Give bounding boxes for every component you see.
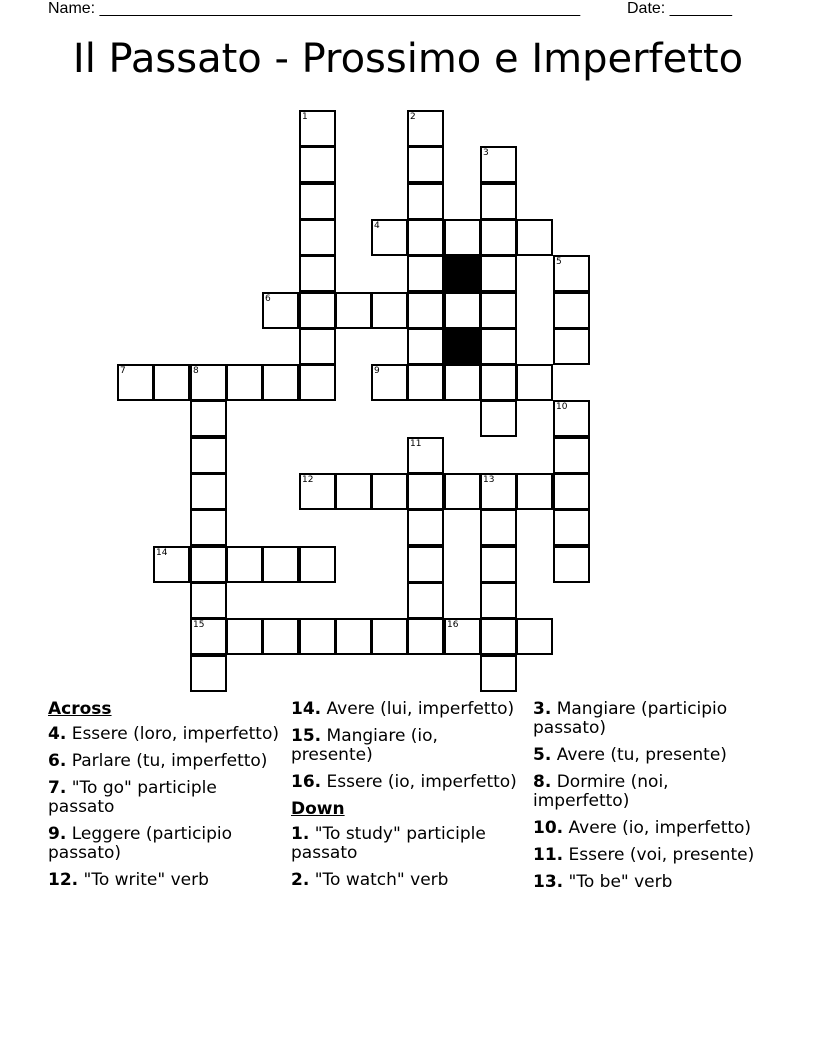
clue-number: 10 <box>556 402 568 412</box>
grid-cell[interactable] <box>553 437 590 474</box>
grid-cell[interactable] <box>480 183 517 220</box>
grid-cell[interactable] <box>190 509 227 546</box>
grid-cell[interactable] <box>444 292 481 329</box>
grid-cell[interactable] <box>407 255 444 292</box>
grid-cell[interactable] <box>480 546 517 583</box>
clue-column-2 <box>291 700 523 898</box>
grid-cell[interactable] <box>407 328 444 365</box>
grid-cell[interactable] <box>190 582 227 619</box>
clue-number: 4 <box>374 221 380 231</box>
grid-cell[interactable] <box>262 364 299 401</box>
clue-across-6: 6. Parlare (tu, imperfetto) <box>48 751 268 771</box>
clue-number: 14 <box>156 548 168 558</box>
clue-across-9: 9. Leggere (participio passato) <box>48 824 233 863</box>
grid-cell[interactable] <box>226 546 263 583</box>
down-heading: Down <box>291 799 345 819</box>
grid-cell[interactable] <box>480 400 517 437</box>
grid-cell[interactable] <box>407 110 444 147</box>
clue-down-5: 5. Avere (tu, presente) <box>533 745 727 765</box>
clue-number: 3 <box>483 148 489 158</box>
grid-cell[interactable] <box>553 400 590 437</box>
clue-across-7: 7. "To go" participle passato <box>48 778 217 817</box>
grid-cell[interactable] <box>407 509 444 546</box>
grid-cell[interactable] <box>299 183 336 220</box>
grid-cell[interactable] <box>407 183 444 220</box>
date-field[interactable]: Date: _______ <box>627 0 732 17</box>
grid-cell[interactable] <box>444 618 481 655</box>
grid-cell[interactable] <box>371 618 408 655</box>
grid-cell[interactable] <box>190 437 227 474</box>
clue-number: 12 <box>302 475 314 485</box>
grid-cell[interactable] <box>407 364 444 401</box>
grid-cell[interactable] <box>190 618 227 655</box>
grid-cell[interactable] <box>371 219 408 256</box>
grid-cell[interactable] <box>480 655 517 692</box>
grid-cell[interactable] <box>407 219 444 256</box>
clue-across-16: 16. Essere (io, imperfetto) <box>291 772 517 792</box>
grid-cell[interactable] <box>226 618 263 655</box>
grid-cell[interactable] <box>299 364 336 401</box>
grid-cell[interactable] <box>190 400 227 437</box>
grid-cell[interactable] <box>553 255 590 292</box>
grid-cell[interactable] <box>444 473 481 510</box>
clue-column-1 <box>48 700 280 898</box>
grid-cell[interactable] <box>299 328 336 365</box>
page-title: Il Passato - Prossimo e Imperfetto <box>72 36 744 82</box>
clue-number: 7 <box>120 366 126 376</box>
grid-cell[interactable] <box>153 364 190 401</box>
clue-number: 1 <box>302 112 308 122</box>
clue-down-8: 8. Dormire (noi, imperfetto) <box>533 772 669 811</box>
grid-cell[interactable] <box>153 546 190 583</box>
grid-cell[interactable] <box>480 146 517 183</box>
clue-number: 2 <box>410 112 416 122</box>
clue-number: 11 <box>410 439 422 449</box>
grid-cell[interactable] <box>371 292 408 329</box>
clue-down-11: 11. Essere (voi, presente) <box>533 845 755 865</box>
grid-cell[interactable] <box>480 364 517 401</box>
across-heading: Across <box>48 699 112 719</box>
grid-cell[interactable] <box>480 582 517 619</box>
grid-cell[interactable] <box>407 582 444 619</box>
grid-cell[interactable] <box>190 546 227 583</box>
grid-cell[interactable] <box>407 146 444 183</box>
clue-down-3: 3. Mangiare (participio passato) <box>533 699 728 738</box>
grid-cell[interactable] <box>516 364 553 401</box>
grid-cell[interactable] <box>190 473 227 510</box>
grid-cell[interactable] <box>335 473 372 510</box>
grid-cell[interactable] <box>335 292 372 329</box>
grid-cell[interactable] <box>480 219 517 256</box>
clue-down-1: 1. "To study" participle passato <box>291 824 486 863</box>
clue-number: 5 <box>556 257 562 267</box>
name-field[interactable]: Name: ______________________________________________________ <box>48 0 581 17</box>
grid-cell[interactable] <box>299 618 336 655</box>
grid-cell[interactable] <box>480 473 517 510</box>
grid-cell[interactable] <box>299 473 336 510</box>
clue-across-12: 12. "To write" verb <box>48 870 209 890</box>
grid-cell[interactable] <box>299 146 336 183</box>
grid-cell[interactable] <box>262 292 299 329</box>
clue-across-15: 15. Mangiare (io, presente) <box>291 726 438 765</box>
grid-cell[interactable] <box>407 292 444 329</box>
grid-cell[interactable] <box>335 618 372 655</box>
clue-number: 9 <box>374 366 380 376</box>
black-square <box>444 255 481 292</box>
grid-cell[interactable] <box>299 546 336 583</box>
clue-number: 8 <box>193 366 199 376</box>
grid-cell[interactable] <box>299 255 336 292</box>
grid-cell[interactable] <box>553 328 590 365</box>
grid-cell[interactable] <box>480 292 517 329</box>
clue-number: 6 <box>265 294 271 304</box>
black-square <box>444 328 481 365</box>
clue-across-4: 4. Essere (loro, imperfetto) <box>48 724 280 744</box>
grid-cell[interactable] <box>480 509 517 546</box>
grid-cell[interactable] <box>553 509 590 546</box>
clue-down-2: 2. "To watch" verb <box>291 870 449 890</box>
grid-cell[interactable] <box>299 292 336 329</box>
grid-cell[interactable] <box>117 364 154 401</box>
grid-cell[interactable] <box>226 364 263 401</box>
clue-number: 13 <box>483 475 495 485</box>
clue-number: 15 <box>193 620 205 630</box>
grid-cell[interactable] <box>371 473 408 510</box>
grid-cell[interactable] <box>553 292 590 329</box>
grid-cell[interactable] <box>299 219 336 256</box>
clue-column-3 <box>533 700 765 900</box>
grid-cell[interactable] <box>407 473 444 510</box>
grid-cell[interactable] <box>480 618 517 655</box>
clue-down-13: 13. "To be" verb <box>533 872 673 892</box>
grid-cell[interactable] <box>299 110 336 147</box>
grid-cell[interactable] <box>371 364 408 401</box>
clue-down-10: 10. Avere (io, imperfetto) <box>533 818 752 838</box>
grid-cell[interactable] <box>407 437 444 474</box>
grid-cell[interactable] <box>407 546 444 583</box>
grid-cell[interactable] <box>262 546 299 583</box>
grid-cell[interactable] <box>444 219 481 256</box>
grid-cell[interactable] <box>444 364 481 401</box>
grid-cell[interactable] <box>553 473 590 510</box>
clue-across-14: 14. Avere (lui, imperfetto) <box>291 699 515 719</box>
grid-cell[interactable] <box>553 546 590 583</box>
grid-cell[interactable] <box>516 618 553 655</box>
grid-cell[interactable] <box>407 618 444 655</box>
grid-cell[interactable] <box>480 328 517 365</box>
grid-cell[interactable] <box>262 618 299 655</box>
clue-number: 16 <box>447 620 459 630</box>
grid-cell[interactable] <box>516 473 553 510</box>
grid-cell[interactable] <box>190 364 227 401</box>
grid-cell[interactable] <box>190 655 227 692</box>
grid-cell[interactable] <box>480 255 517 292</box>
grid-cell[interactable] <box>516 219 553 256</box>
